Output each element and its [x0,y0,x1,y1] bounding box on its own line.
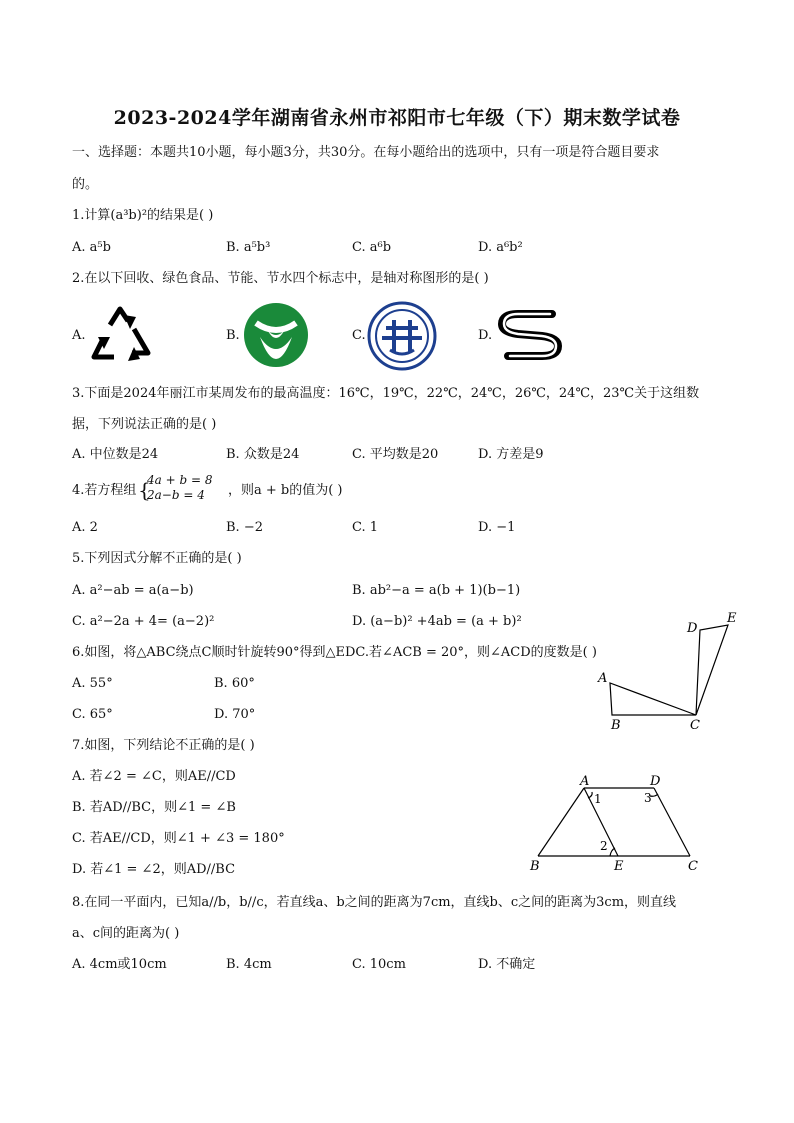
q7-parallel-lines-figure [522,770,708,875]
q3-option-a: A. 中位数是24 [72,447,159,462]
q5-option-a: A. a²−ab = a(a−b) [72,583,194,598]
q7-label-d: D [650,774,661,789]
q3-stem-line2: 据，下列说法正确的是( ) [72,417,217,432]
q6-stem: 6.如图，将△ABC绕点C顺时针旋转90°得到△EDC.若∠ACB = 20°，则∠ACD的度数是( ) [72,645,597,660]
q2-option-d: D. [478,328,493,343]
q7-angle-1: 1 [594,792,602,806]
q4-option-b: B. −2 [226,520,263,535]
recycle-icon [88,303,156,365]
q5-option-d: D. (a−b)² +4ab = (a + b)² [352,614,522,629]
green-food-logo-icon [242,301,310,369]
q6-rotation-figure [590,605,750,735]
q4-option-a: A. 2 [72,520,98,535]
q8-stem-line2: a、c间的距离为( ) [72,926,180,941]
q7-angle-3: 3 [644,791,652,805]
water-saving-logo-icon [494,304,566,366]
q5-option-b: B. ab²−a = a(b + 1)(b−1) [352,583,521,598]
q4-brace: { [138,478,151,502]
q2-stem: 2.在以下回收、绿色食品、节能、节水四个标志中，是轴对称图形的是( ) [72,271,489,286]
q2-option-c: C. [352,328,366,343]
q7-option-a: A. 若∠2 = ∠C，则AE//CD [72,769,236,784]
q3-option-b: B. 众数是24 [226,447,300,462]
q6-option-d: D. 70° [214,707,256,722]
energy-saving-logo-icon [366,300,438,372]
q6-option-c: C. 65° [72,707,113,722]
q5-stem: 5.下列因式分解不正确的是( ) [72,551,242,566]
q4-equation-1: 4a + b = 8 [147,473,213,487]
q7-option-d: D. 若∠1 = ∠2，则AD//BC [72,862,236,877]
q8-stem-line1: 8.在同一平面内，已知a//b，b//c，若直线a、b之间的距离为7cm，直线b、c之间的距离为3cm，则直线 [72,895,677,910]
q5-option-c: C. a²−2a + 4= (a−2)² [72,614,215,629]
q6-label-d: D [687,621,698,636]
q8-option-b: B. 4cm [226,957,272,972]
q7-stem: 7.如图，下列结论不正确的是( ) [72,738,255,753]
q4-option-d: D. −1 [478,520,516,535]
q2-option-a: A. [72,328,86,343]
q6-label-a: A [598,671,608,686]
q7-angle-2: 2 [600,839,608,853]
q3-option-c: C. 平均数是20 [352,447,439,462]
q1-option-c: C. a⁶b [352,240,392,255]
q4-option-c: C. 1 [352,520,379,535]
section-instructions-line2: 的。 [72,177,99,192]
section-instructions-line1: 一、选择题：本题共10小题，每小题3分，共30分。在每小题给出的选项中，只有一项是符合题目要求 [72,145,660,160]
q3-stem-line1: 3.下面是2024年丽江市某周发布的最高温度：16℃，19℃，22℃，24℃，26℃，24℃，23℃关于这组数 [72,386,700,401]
q7-label-c: C [688,859,698,874]
q1-stem: 1.计算(a³b)²的结果是( ) [72,208,214,223]
q7-option-c: C. 若AE//CD，则∠1 + ∠3 = 180° [72,831,285,846]
q8-option-d: D. 不确定 [478,957,536,972]
q7-label-b: B [530,859,540,874]
q7-option-b: B. 若AD//BC，则∠1 = ∠B [72,800,236,815]
q2-option-b: B. [226,328,240,343]
q7-label-e: E [614,859,624,874]
q1-option-b: B. a⁵b³ [226,240,271,255]
q6-label-e: E [727,611,737,626]
q8-option-c: C. 10cm [352,957,406,972]
q8-option-a: A. 4cm或10cm [72,957,167,972]
q1-option-a: A. a⁵b [72,240,111,255]
q3-option-d: D. 方差是9 [478,447,544,462]
page-title: 2023-2024学年湖南省永州市祁阳市七年级（下）期末数学试卷 [113,107,681,129]
q6-label-c: C [690,718,700,733]
q4-equation-2: 2a−b = 4 [147,488,205,502]
q4-stem-prefix: 4.若方程组 [72,483,137,498]
q4-stem-suffix: ，则a + b的值为( ) [228,483,343,498]
q6-label-b: B [611,718,621,733]
q6-option-b: B. 60° [214,676,255,691]
q1-option-d: D. a⁶b² [478,240,523,255]
q6-option-a: A. 55° [72,676,113,691]
q7-label-a: A [580,774,590,789]
